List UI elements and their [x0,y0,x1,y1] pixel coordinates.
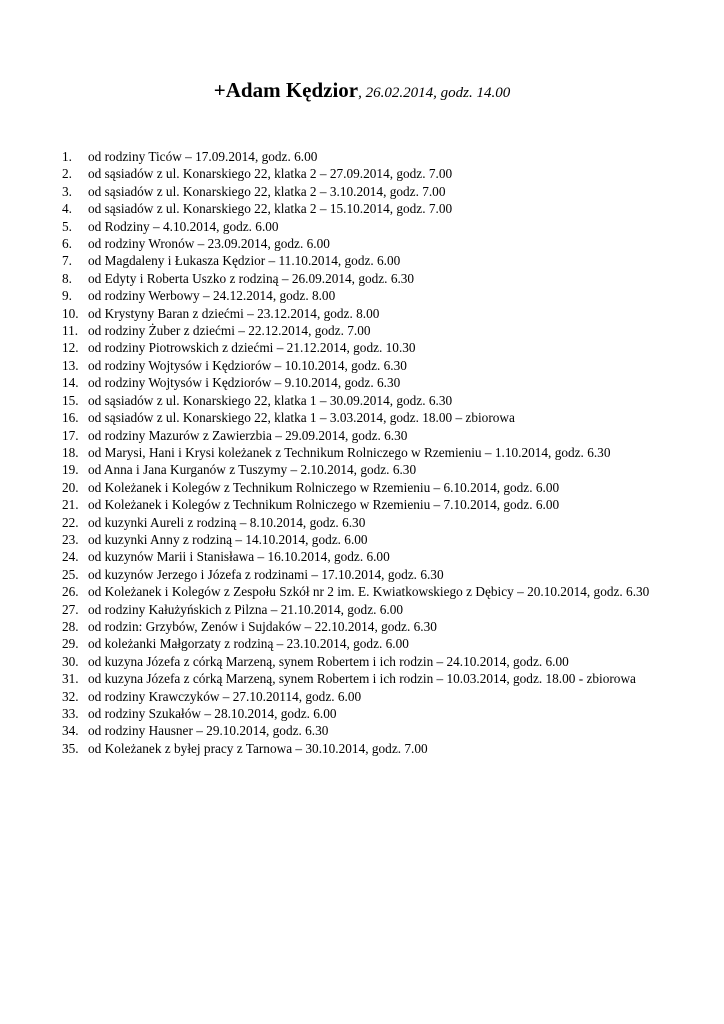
list-item-number: 3. [62,183,72,199]
list-item [62,200,666,217]
list-item-number: 18. [62,444,79,460]
heading-date-time: , 26.02.2014, godz. 14.00 [358,85,511,101]
list-item-text: od kuzynki Anny z rodziną – 14.10.2014, godz. 6.00 [88,531,368,547]
list-item [62,635,666,652]
list-item-text: od rodziny Werbowy – 24.12.2014, godz. 8.00 [88,288,336,304]
list-item-text: od Koleżanek i Kolegów z Technikum Rolniczego w Rzemieniu – 7.10.2014, godz. 6.00 [88,497,560,513]
list-item-text: od sąsiadów z ul. Konarskiego 22, klatka 2 – 27.09.2014, godz. 7.00 [88,166,453,182]
list-item [62,183,666,200]
document-heading [0,78,724,103]
list-item-number: 31. [62,671,79,687]
list-item [62,252,666,269]
list-item-number: 13. [62,357,79,373]
list-item [62,427,666,444]
list-item [62,566,666,583]
list-item-text: od Koleżanek i Kolegów z Zespołu Szkół nr 2 im. E. Kwiatkowskiego z Dębicy – 20.10.2014, godz. 6.30 [88,584,650,600]
list-item [62,583,666,600]
list-item-number: 19. [62,462,79,478]
list-item-text: od kuzynów Jerzego i Józefa z rodzinami – 17.10.2014, godz. 6.30 [88,566,444,582]
list-item-number: 17. [62,427,79,443]
list-item-text: od rodziny Piotrowskich z dziećmi – 21.12.2014, godz. 10.30 [88,340,416,356]
list-item [62,618,666,635]
list-item [62,688,666,705]
list-item-number: 25. [62,566,79,582]
list-item-number: 2. [62,166,72,182]
list-item [62,461,666,478]
list-item-text: od kuzyna Józefa z córką Marzeną, synem Robertem i ich rodzin – 10.03.2014, godz. 18.00 - zbiorowa [88,671,636,687]
list-item [62,444,666,461]
list-item-text: od Krystyny Baran z dziećmi – 23.12.2014, godz. 8.00 [88,305,380,321]
list-item-text: od rodziny Ticów – 17.09.2014, godz. 6.00 [88,149,318,164]
list-item-number: 26. [62,584,79,600]
list-item [62,235,666,252]
list-item-text: od Koleżanek i Kolegów z Technikum Rolniczego w Rzemieniu – 6.10.2014, godz. 6.00 [88,479,560,495]
list-item-text: od sąsiadów z ul. Konarskiego 22, klatka 1 – 30.09.2014, godz. 6.30 [88,392,453,408]
list-item-text: od Magdaleny i Łukasza Kędzior – 11.10.2014, godz. 6.00 [88,253,401,269]
list-item [62,722,666,739]
list-item [62,287,666,304]
list-item-text: od Marysi, Hani i Krysi koleżanek z Technikum Rolniczego w Rzemieniu – 1.10.2014, godz. 6.30 [88,444,611,460]
list-item-text: od Anna i Jana Kurganów z Tuszymy – 2.10.2014, godz. 6.30 [88,462,417,478]
list-item [62,165,666,182]
list-item [62,409,666,426]
list-item-number: 34. [62,723,79,739]
list-item-number: 10. [62,305,79,321]
list-item-text: od rodziny Kałużyńskich z Pilzna – 21.10.2014, godz. 6.00 [88,601,404,617]
list-item [62,322,666,339]
list-item-text: od rodziny Krawczyków – 27.10.20114, godz. 6.00 [88,688,362,704]
list-item-text: od Edyty i Roberta Uszko z rodziną – 26.09.2014, godz. 6.30 [88,270,415,286]
list-item-text: od sąsiadów z ul. Konarskiego 22, klatka 2 – 15.10.2014, godz. 7.00 [88,201,453,217]
list-item-number: 28. [62,618,79,634]
list-item-text: od rodziny Hausner – 29.10.2014, godz. 6.30 [88,723,329,739]
list-item [62,653,666,670]
list-item [62,601,666,618]
list-item-number: 30. [62,653,79,669]
list-item-text: od kuzynki Aureli z rodziną – 8.10.2014, godz. 6.30 [88,514,366,530]
list-item-number: 35. [62,740,79,756]
list-item-text: od kuzynów Marii i Stanisława – 16.10.2014, godz. 6.00 [88,549,390,565]
list-item-number: 6. [62,236,72,252]
list-item-text: od Rodziny – 4.10.2014, godz. 6.00 [88,218,279,234]
list-item-text: od rodziny Wojtysów i Kędziorów – 9.10.2014, godz. 6.30 [88,375,401,391]
list-item-text: od Koleżanek z byłej pracy z Tarnowa – 30.10.2014, godz. 7.00 [88,740,428,756]
list-item-number: 5. [62,218,72,234]
list-item-text: od rodziny Wojtysów i Kędziorów – 10.10.2014, godz. 6.30 [88,357,407,373]
list-item [62,357,666,374]
list-item-number: 24. [62,549,79,565]
list-item-number: 22. [62,514,79,530]
list-item [62,496,666,513]
list-item-number: 29. [62,636,79,652]
list-item-text: od rodziny Żuber z dziećmi – 22.12.2014, godz. 7.00 [88,323,371,339]
list-item [62,148,666,165]
list-item [62,548,666,565]
list-item-number: 27. [62,601,79,617]
list-item [62,514,666,531]
list-item-number: 21. [62,497,79,513]
list-item [62,670,666,687]
list-item-number: 14. [62,375,79,391]
mass-intentions-list [62,148,666,757]
list-item-text: od sąsiadów z ul. Konarskiego 22, klatka 1 – 3.03.2014, godz. 18.00 – zbiorowa [88,410,515,426]
list-item-text: od rodziny Wronów – 23.09.2014, godz. 6.00 [88,236,330,252]
list-item-text: od sąsiadów z ul. Konarskiego 22, klatka 2 – 3.10.2014, godz. 7.00 [88,183,446,199]
list-item [62,392,666,409]
list-item [62,270,666,287]
list-item [62,479,666,496]
list-item-number: 12. [62,340,79,356]
list-item-number: 7. [62,253,72,269]
list-item-text: od kuzyna Józefa z córką Marzeną, synem Robertem i ich rodzin – 24.10.2014, godz. 6.00 [88,653,569,669]
list-item-number: 1. [62,149,72,164]
list-item-text: od rodziny Mazurów z Zawierzbia – 29.09.2014, godz. 6.30 [88,427,408,443]
list-item-number: 4. [62,201,72,217]
list-item-number: 32. [62,688,79,704]
list-item [62,531,666,548]
list-item-number: 15. [62,392,79,408]
list-item [62,705,666,722]
list-item-text: od rodzin: Grzybów, Zenów i Sujdaków – 22.10.2014, godz. 6.30 [88,618,437,634]
list-item-number: 23. [62,531,79,547]
list-item [62,305,666,322]
list-item [62,218,666,235]
list-item-text: od koleżanki Małgorzaty z rodziną – 23.10.2014, godz. 6.00 [88,636,409,652]
list-item-number: 33. [62,706,79,721]
list-item-text: od rodziny Szukałów – 28.10.2014, godz. 6.00 [88,706,337,721]
list-item-number: 20. [62,479,79,495]
list-item-number: 9. [62,288,72,304]
list-item-number: 11. [62,323,79,339]
list-item [62,374,666,391]
list-item [62,740,666,757]
list-item [62,339,666,356]
list-item-number: 16. [62,410,79,426]
list-item-number: 8. [62,270,72,286]
deceased-name: +Adam Kędzior [213,78,359,102]
